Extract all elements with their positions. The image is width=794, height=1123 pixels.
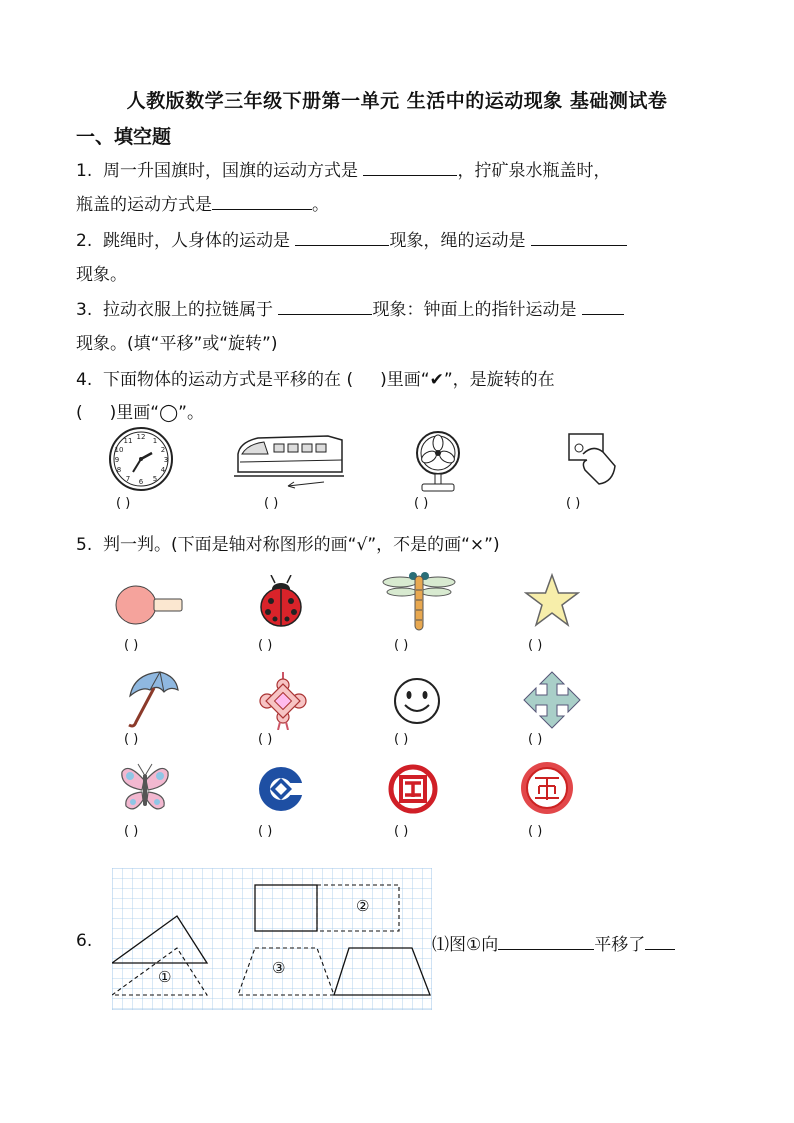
- svg-text:4: 4: [160, 466, 166, 474]
- q1-blank-2[interactable]: [212, 208, 312, 210]
- q3-number: 3.: [76, 300, 93, 320]
- train-icon: [228, 430, 346, 492]
- question-3-line-1: [76, 295, 624, 320]
- svg-text:12: 12: [136, 433, 146, 441]
- q1-text-d: 。: [312, 195, 329, 215]
- svg-text:1: 1: [152, 437, 158, 445]
- q2-number: 2.: [76, 231, 93, 251]
- q4-answer-paren-4[interactable]: ( ): [566, 496, 581, 511]
- q6-subquestion-1: [432, 930, 675, 955]
- q5-answer-paren-2[interactable]: ( ): [258, 638, 273, 653]
- svg-text:8: 8: [116, 466, 122, 474]
- q5-answer-paren-6[interactable]: ( ): [258, 732, 273, 747]
- q6-text-b: 平移了: [594, 935, 646, 955]
- circle-mark-icon: ◯: [159, 403, 179, 423]
- q4-text-d: (: [76, 403, 83, 423]
- seal-icon: [519, 760, 575, 816]
- q6-number: 6.: [76, 931, 93, 951]
- q1-text-c: 瓶盖的运动方式是: [76, 195, 212, 215]
- check-mark-icon: ✔: [429, 370, 444, 390]
- q6-blank-2[interactable]: [645, 948, 675, 950]
- question-2-line-2: [76, 260, 127, 285]
- dragonfly-icon: [382, 570, 456, 632]
- q2-text-b: 现象，绳的运动是: [389, 231, 526, 251]
- svg-text:10: 10: [114, 446, 124, 454]
- ccb-logo-icon: [256, 764, 306, 814]
- q6-blank-1[interactable]: [498, 948, 594, 950]
- q1-number: 1.: [76, 161, 93, 181]
- q1-blank-1[interactable]: [363, 174, 457, 176]
- question-4-line-2: [76, 398, 204, 423]
- four-way-arrow-icon: [522, 670, 582, 730]
- page-title: 人教版数学三年级下册第一单元 生活中的运动现象 基础测试卷: [126, 90, 668, 112]
- q2-text-a: 跳绳时，人身体的运动是: [103, 231, 291, 251]
- fan-icon: [414, 428, 462, 494]
- q1-text-a: 周一升国旗时，国旗的运动方式是: [103, 161, 359, 181]
- q3-text-a: 拉动衣服上的拉链属于: [103, 300, 274, 320]
- question-2-line-1: [76, 226, 627, 251]
- smiley-face-icon: [393, 677, 441, 725]
- q4-answer-paren-1[interactable]: ( ): [116, 496, 131, 511]
- q5-number: 5.: [76, 535, 93, 555]
- q3-text-c: 现象。(填“平移”或“旋转”): [76, 334, 278, 354]
- svg-text:6: 6: [138, 478, 144, 486]
- q3-text-b: 现象：钟面上的指针运动是: [372, 300, 577, 320]
- q4-number: 4.: [76, 370, 93, 390]
- q2-text-c: 现象。: [76, 265, 127, 285]
- q5-text: 判一判。(下面是轴对称图形的画“√”，不是的画“×”): [103, 535, 500, 555]
- q5-answer-paren-10[interactable]: ( ): [258, 824, 273, 839]
- q6-text-a: 向: [481, 935, 499, 955]
- shape-label-1: ①: [158, 968, 172, 986]
- q4-text-e: )里画“: [109, 403, 160, 423]
- svg-text:11: 11: [123, 437, 133, 445]
- q5-answer-paren-8[interactable]: ( ): [528, 732, 543, 747]
- question-3-line-2: [76, 329, 278, 354]
- q4-text-c: ”，是旋转的在: [443, 370, 555, 390]
- q5-answer-paren-5[interactable]: ( ): [124, 732, 139, 747]
- svg-text:9: 9: [114, 456, 120, 464]
- q5-answer-paren-9[interactable]: ( ): [124, 824, 139, 839]
- q4-answer-paren-3[interactable]: ( ): [414, 496, 429, 511]
- q1-text-b: ，拧矿泉水瓶盖时，: [457, 161, 611, 181]
- q5-answer-paren-4[interactable]: ( ): [528, 638, 543, 653]
- svg-text:7: 7: [125, 475, 131, 483]
- q5-answer-paren-12[interactable]: ( ): [528, 824, 543, 839]
- q5-answer-paren-1[interactable]: ( ): [124, 638, 139, 653]
- star-icon: [524, 573, 580, 629]
- icbc-logo-icon: [388, 764, 438, 814]
- butterfly-icon: [118, 762, 172, 816]
- question-4-line-1: [76, 365, 555, 390]
- q4-text-b: )里画“: [380, 370, 430, 390]
- translation-grid: [112, 868, 432, 1010]
- q6-sub1-label: ⑴图: [432, 935, 466, 955]
- chinese-knot-icon: [258, 672, 308, 730]
- q4-text-a: 下面物体的运动方式是平移的在 (: [103, 370, 354, 390]
- ping-pong-paddle-icon: [114, 582, 186, 628]
- svg-text:2: 2: [160, 446, 166, 454]
- svg-text:5: 5: [152, 475, 158, 483]
- q5-answer-paren-3[interactable]: ( ): [394, 638, 409, 653]
- q3-blank-2[interactable]: [582, 313, 624, 315]
- q4-answer-paren-2[interactable]: ( ): [264, 496, 279, 511]
- q5-answer-paren-7[interactable]: ( ): [394, 732, 409, 747]
- q2-blank-2[interactable]: [531, 244, 627, 246]
- q6-shape-ref: ①: [466, 935, 482, 955]
- q5-answer-paren-11[interactable]: ( ): [394, 824, 409, 839]
- shape-label-3: ③: [272, 959, 286, 977]
- clock-icon: [106, 426, 176, 492]
- shape-label-2: ②: [356, 897, 370, 915]
- q3-blank-1[interactable]: [278, 313, 372, 315]
- ladybug-icon: [257, 575, 305, 629]
- question-5-line: [76, 530, 500, 555]
- drawer-icon: [563, 430, 621, 488]
- section-heading: 一、填空题: [76, 126, 172, 148]
- svg-text:3: 3: [163, 456, 169, 464]
- umbrella-icon: [124, 670, 180, 730]
- question-1-line-2: [76, 190, 329, 215]
- q2-blank-1[interactable]: [295, 244, 389, 246]
- q4-text-f: ”。: [178, 403, 204, 423]
- question-1-line-1: [76, 156, 610, 181]
